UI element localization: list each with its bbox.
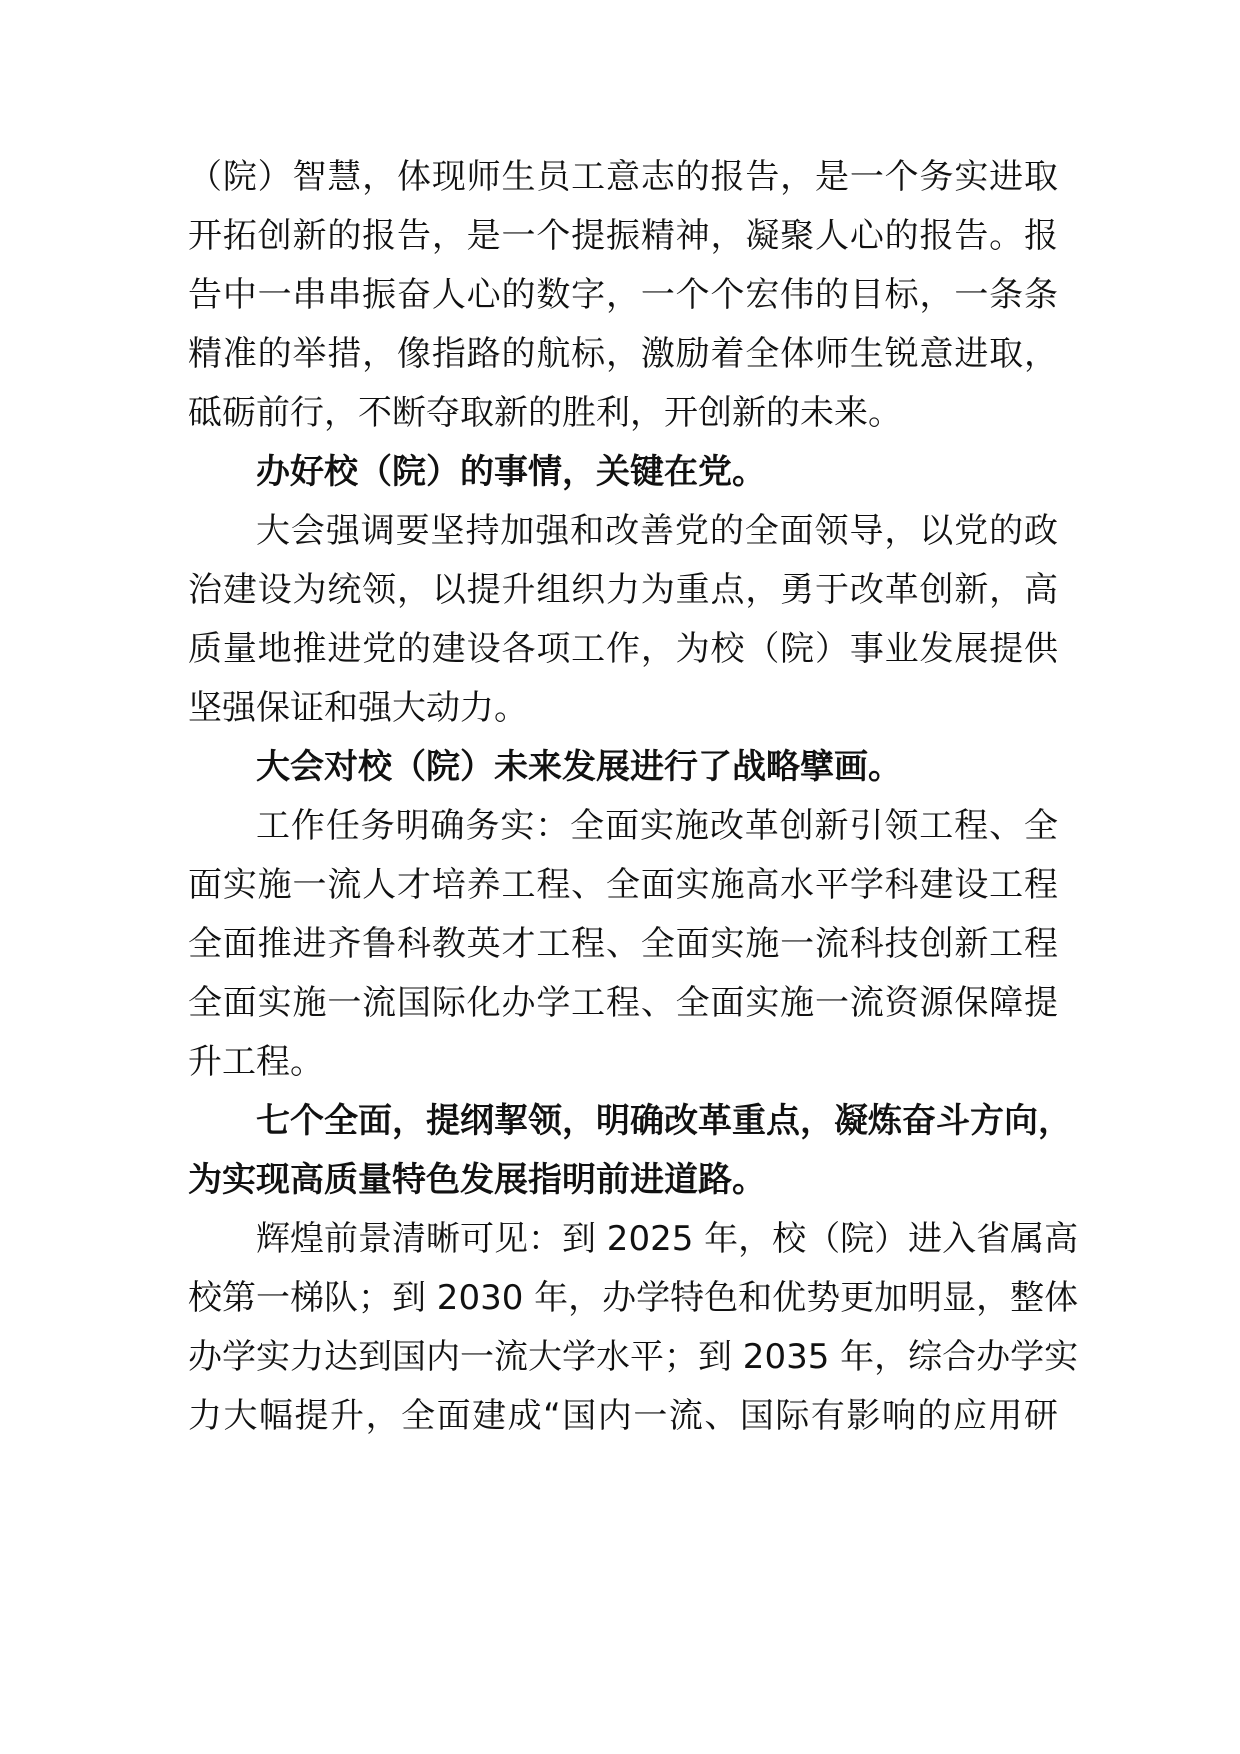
text-line-14: 全面推进齐鲁科教英才工程、全面实施一流科技创新工程	[188, 924, 1058, 964]
text-line-8: 治建设为统领，以提升组织力为重点，勇于改革创新，高	[188, 570, 1058, 610]
bold-heading-3-line-2: 为实现高质量特色发展指明前进道路。	[188, 1160, 766, 1200]
bold-heading-2: 大会对校（院）未来发展进行了战略擘画。	[256, 747, 902, 787]
text-line-2: 开拓创新的报告，是一个提振精神，凝聚人心的报告。报	[188, 216, 1058, 256]
text-line-15: 全面实施一流国际化办学工程、全面实施一流资源保障提	[188, 983, 1058, 1023]
text-line-13: 面实施一流人才培养工程、全面实施高水平学科建设工程	[188, 865, 1058, 905]
text-line-10: 坚强保证和强大动力。	[188, 688, 528, 728]
bold-heading-3-line-1: 七个全面，提纲挈领，明确改革重点，凝炼奋斗方向，	[256, 1101, 1072, 1141]
bold-heading-1: 办好校（院）的事情，关键在党。	[256, 452, 766, 492]
text-line-4: 精准的举措，像指路的航标，激励着全体师生锐意进取，	[188, 334, 1058, 374]
text-line-3: 告中一串串振奋人心的数字，一个个宏伟的目标，一条条	[188, 275, 1058, 315]
text-line-9: 质量地推进党的建设各项工作，为校（院）事业发展提供	[188, 629, 1058, 669]
text-line-7: 大会强调要坚持加强和改善党的全面领导，以党的政	[256, 511, 1058, 551]
text-line-16: 升工程。	[188, 1042, 324, 1082]
text-line-22: 力大幅提升，全面建成“国内一流、国际有影响的应用研	[188, 1396, 1058, 1436]
text-line-19: 辉煌前景清晰可见：到 2025 年，校（院）进入省属高	[256, 1219, 1079, 1259]
text-line-20: 校第一梯队；到 2030 年，办学特色和优势更加明显，整体	[188, 1278, 1079, 1318]
text-line-12: 工作任务明确务实：全面实施改革创新引领工程、全	[256, 806, 1058, 846]
text-line-5: 砥砺前行，不断夺取新的胜利，开创新的未来。	[188, 393, 902, 433]
text-line-21: 办学实力达到国内一流大学水平；到 2035 年，综合办学实	[188, 1337, 1079, 1377]
text-line-1: （院）智慧，体现师生员工意志的报告，是一个务实进取	[188, 157, 1058, 197]
